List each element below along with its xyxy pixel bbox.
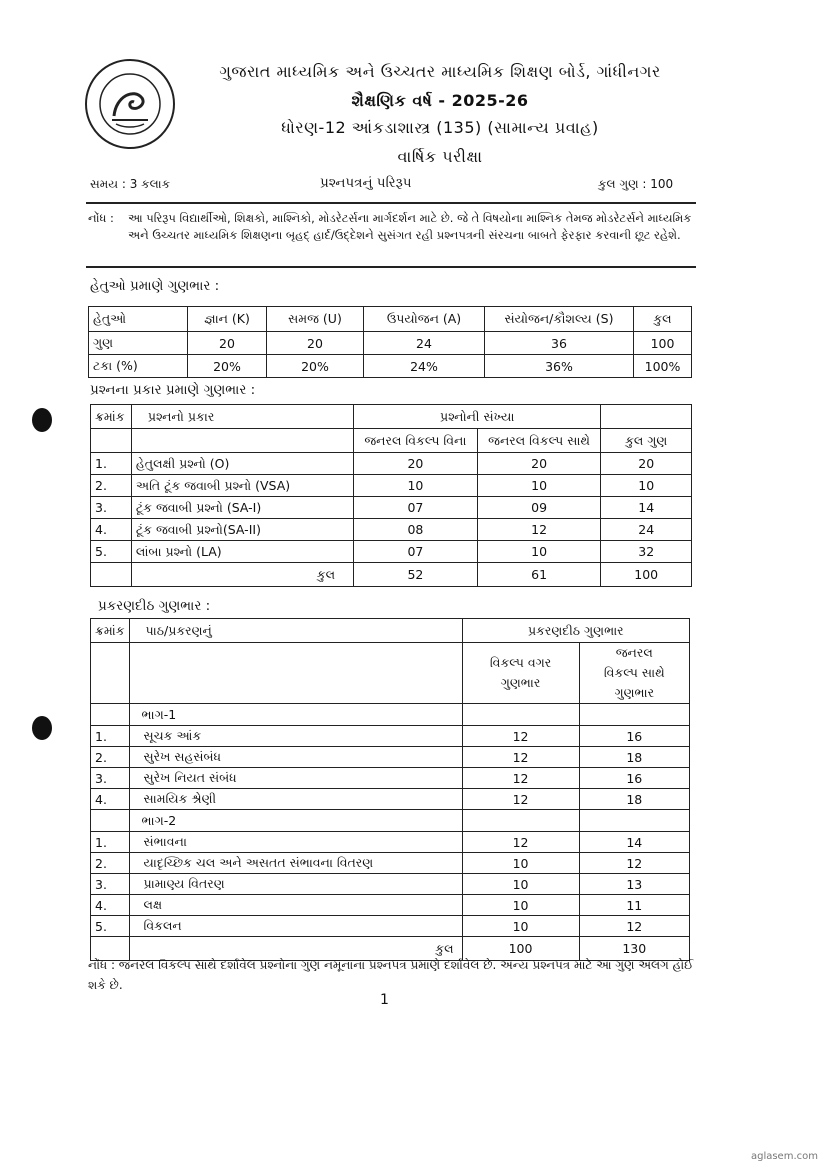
th-without-option: વિકલ્પ વગર ગુણભાર	[462, 643, 579, 704]
total-label: કુલ	[131, 563, 353, 587]
part-2-label: ભાગ-2	[129, 810, 462, 832]
th-with-option: જનરલ વિકલ્પ સાથે	[477, 429, 601, 453]
qtypes-heading: પ્રશ્નના પ્રકાર પ્રમાણે ગુણભાર :	[90, 382, 256, 398]
total-label: કુલ	[129, 937, 462, 961]
table-row	[91, 853, 690, 874]
cell: 24%	[364, 355, 485, 378]
cell-empty	[462, 704, 579, 726]
part-1-label: ભાગ-1	[129, 704, 462, 726]
cell-label: ગુણ	[89, 332, 188, 355]
cell: 09	[477, 497, 601, 519]
cell-no: 2.	[91, 853, 130, 874]
cell: 10	[462, 874, 579, 895]
cell-empty	[579, 704, 689, 726]
divider-mid	[86, 266, 696, 268]
cell-empty	[129, 643, 462, 704]
cell: 24	[601, 519, 692, 541]
exam-name: વાર્ષિક પરીક્ષા	[397, 147, 483, 166]
board-seal-logo	[84, 58, 176, 150]
cell-chapter: વિકલન	[129, 916, 462, 937]
cell: 12	[462, 832, 579, 853]
subject-title: ધોરણ-12 આંકડાશાસ્ત્ર (135) (સામાન્ય પ્રવાહ)	[281, 118, 599, 137]
cell-no: 1.	[91, 832, 130, 853]
table-part-row	[91, 704, 690, 726]
table-row	[91, 519, 692, 541]
cell-total: 52	[354, 563, 478, 587]
cell-empty	[91, 704, 130, 726]
th-with-option: જનરલ વિકલ્પ સાથે ગુણભાર	[579, 643, 689, 704]
divider-top	[86, 202, 696, 204]
cell: 18	[579, 747, 689, 768]
cell: 07	[354, 497, 478, 519]
chapters-heading: પ્રકરણદીઠ ગુણભાર :	[98, 598, 211, 614]
cell-type: ટૂંક જવાબી પ્રશ્નો(SA-II)	[131, 519, 353, 541]
punch-hole-mark	[32, 716, 52, 740]
cell: 20	[267, 332, 364, 355]
cell: 16	[579, 768, 689, 789]
cell-no: 4.	[91, 789, 130, 810]
th-count: પ્રશ્નોની સંખ્યા	[354, 405, 601, 429]
table-row	[91, 768, 690, 789]
footnote: નોંધ : જનરલ વિકલ્પ સાથે દર્શાવેલ પ્રશ્નોના ગુણ નમૂનાના પ્રશ્નપત્ર પ્રમાણે દર્શાવેલ છે. અન્ય પ્રશ્નપત્ર માટે આ ગુણ અલગ હોઈ શકે છે.	[88, 958, 694, 992]
table-row	[91, 832, 690, 853]
cell-no: 2.	[91, 747, 130, 768]
cell: 36%	[485, 355, 634, 378]
th-knowledge: જ્ઞાન (K)	[188, 307, 267, 332]
cell-no: 3.	[91, 497, 132, 519]
cell: 16	[579, 726, 689, 747]
cell-total: 130	[579, 937, 689, 961]
cell: 12	[462, 726, 579, 747]
cell: 20	[188, 332, 267, 355]
cell-no: 4.	[91, 895, 130, 916]
cell-chapter: પ્રામાણ્ય વિતરણ	[129, 874, 462, 895]
table-row	[91, 497, 692, 519]
th-skill: સંયોજન/કૌશલ્ય (S)	[485, 307, 634, 332]
cell-no: 5.	[91, 541, 132, 563]
cell: 08	[354, 519, 478, 541]
cell: 20%	[267, 355, 364, 378]
cell-total: 100	[462, 937, 579, 961]
cell: 12	[462, 789, 579, 810]
cell: 10	[477, 541, 601, 563]
cell-type: હેતુલક્ષી પ્રશ્નો (O)	[131, 453, 353, 475]
total-marks: કુલ ગુણ : 100	[598, 177, 674, 191]
table-row	[91, 789, 690, 810]
cell: 36	[485, 332, 634, 355]
th-total: કુલ	[634, 307, 692, 332]
th-objective: હેતુઓ	[89, 307, 188, 332]
cell-empty	[462, 810, 579, 832]
table-row	[91, 475, 692, 497]
cell-chapter: લક્ષ	[129, 895, 462, 916]
cell-no: 5.	[91, 916, 130, 937]
cell-no: 1.	[91, 726, 130, 747]
objectives-table	[88, 306, 692, 378]
cell: 11	[579, 895, 689, 916]
cell: 32	[601, 541, 692, 563]
cell: 18	[579, 789, 689, 810]
table-header-row	[91, 405, 692, 429]
table-row	[89, 332, 692, 355]
cell-total: 61	[477, 563, 601, 587]
cell-chapter: સામયિક શ્રેણી	[129, 789, 462, 810]
qtypes-table	[90, 404, 692, 587]
cell: 10	[462, 916, 579, 937]
table-row	[91, 916, 690, 937]
cell: 14	[601, 497, 692, 519]
th-weight: પ્રકરણદીઠ ગુણભાર	[462, 619, 689, 643]
th-empty	[601, 405, 692, 429]
table-row	[91, 747, 690, 768]
cell: 12	[579, 916, 689, 937]
cell-total: 100	[601, 563, 692, 587]
th-understanding: સમજ (U)	[267, 307, 364, 332]
cell: 10	[477, 475, 601, 497]
th-chapter: પાઠ/પ્રકરણનું	[129, 619, 462, 643]
cell-no: 2.	[91, 475, 132, 497]
cell: 20%	[188, 355, 267, 378]
cell-chapter: સુરેખ નિયત સંબંધ	[129, 768, 462, 789]
cell-type: અતિ ટૂંક જવાબી પ્રશ્નો (VSA)	[131, 475, 353, 497]
table-header-row	[91, 619, 690, 643]
th-without-option: જનરલ વિકલ્પ વિના	[354, 429, 478, 453]
punch-hole-mark	[32, 408, 52, 432]
cell: 10	[462, 853, 579, 874]
th-no: ક્રમાંક	[91, 619, 130, 643]
th-total-marks: કુલ ગુણ	[601, 429, 692, 453]
th-no: ક્રમાંક	[91, 405, 132, 429]
note-label: નોંધ :	[88, 211, 114, 225]
cell: 07	[354, 541, 478, 563]
th-application: ઉપયોજન (A)	[364, 307, 485, 332]
paper-design-title: પ્રશ્નપત્રનું પરિરૂપ	[320, 175, 412, 191]
cell-empty	[91, 563, 132, 587]
cell-label: ટકા (%)	[89, 355, 188, 378]
cell-empty	[91, 810, 130, 832]
table-row	[91, 453, 692, 475]
chapters-table	[90, 618, 690, 961]
cell-no: 1.	[91, 453, 132, 475]
cell: 13	[579, 874, 689, 895]
note-block	[88, 210, 698, 244]
watermark: aglasem.com	[750, 1151, 818, 1162]
note-text: આ પરિરૂપ વિદ્યાર્થીઓ, શિક્ષકો, માશ્નિકો, મોડરેટર્સના માર્ગદર્શન માટે છે. જે તે વિષયોના માશ્નિક તેમજ મોડરેટર્સને માધ્યમિક અને ઉચ્ચતર માધ્યમિક શિક્ષણના બૃહદ્ હાર્દ/ઉદ્દેશને સુસંગત રહી પ્રશ્નપત્રની સંરચના બાબતે ફેરફાર કરવાની છૂટ રહેશે.	[128, 211, 692, 242]
cell-empty	[91, 429, 132, 453]
cell: 10	[462, 895, 579, 916]
cell: 10	[354, 475, 478, 497]
cell-no: 3.	[91, 874, 130, 895]
th-type: પ્રશ્નનો પ્રકાર	[131, 405, 353, 429]
cell: 20	[601, 453, 692, 475]
academic-year: શૈક્ષણિક વર્ષ - 2025-26	[351, 91, 529, 110]
cell-type: લાંબા પ્રશ્નો (LA)	[131, 541, 353, 563]
table-row	[91, 726, 690, 747]
cell: 100%	[634, 355, 692, 378]
table-header-row	[89, 307, 692, 332]
cell: 14	[579, 832, 689, 853]
cell-no: 4.	[91, 519, 132, 541]
cell: 20	[477, 453, 601, 475]
table-row	[89, 355, 692, 378]
cell: 12	[477, 519, 601, 541]
table-row	[91, 895, 690, 916]
exam-time: સમય : 3 કલાક	[90, 177, 171, 191]
cell: 100	[634, 332, 692, 355]
cell: 12	[462, 747, 579, 768]
objectives-heading: હેતુઓ પ્રમાણે ગુણભાર :	[90, 278, 220, 294]
cell-type: ટૂંક જવાબી પ્રશ્નો (SA-I)	[131, 497, 353, 519]
cell: 10	[601, 475, 692, 497]
cell-chapter: સંભાવના	[129, 832, 462, 853]
cell-chapter: સૂચક આંક	[129, 726, 462, 747]
cell-chapter: યાદૃચ્છિક ચલ અને અસતત સંભાવના વિતરણ	[129, 853, 462, 874]
cell: 12	[579, 853, 689, 874]
table-total-row	[91, 563, 692, 587]
cell: 24	[364, 332, 485, 355]
page-number: 1	[380, 992, 389, 1008]
table-part-row	[91, 810, 690, 832]
cell-chapter: સુરેખ સહસંબંધ	[129, 747, 462, 768]
table-row	[91, 541, 692, 563]
cell-empty	[131, 429, 353, 453]
cell-empty	[579, 810, 689, 832]
table-subheader-row	[91, 429, 692, 453]
cell-no: 3.	[91, 768, 130, 789]
cell: 12	[462, 768, 579, 789]
cell-empty	[91, 643, 130, 704]
board-name: ગુજરાત માધ્યમિક અને ઉચ્ચતર માધ્યમિક શિક્ષણ બોર્ડ, ગાંધીનગર	[219, 62, 661, 81]
table-row	[91, 874, 690, 895]
table-subheader-row	[91, 643, 690, 704]
cell: 20	[354, 453, 478, 475]
